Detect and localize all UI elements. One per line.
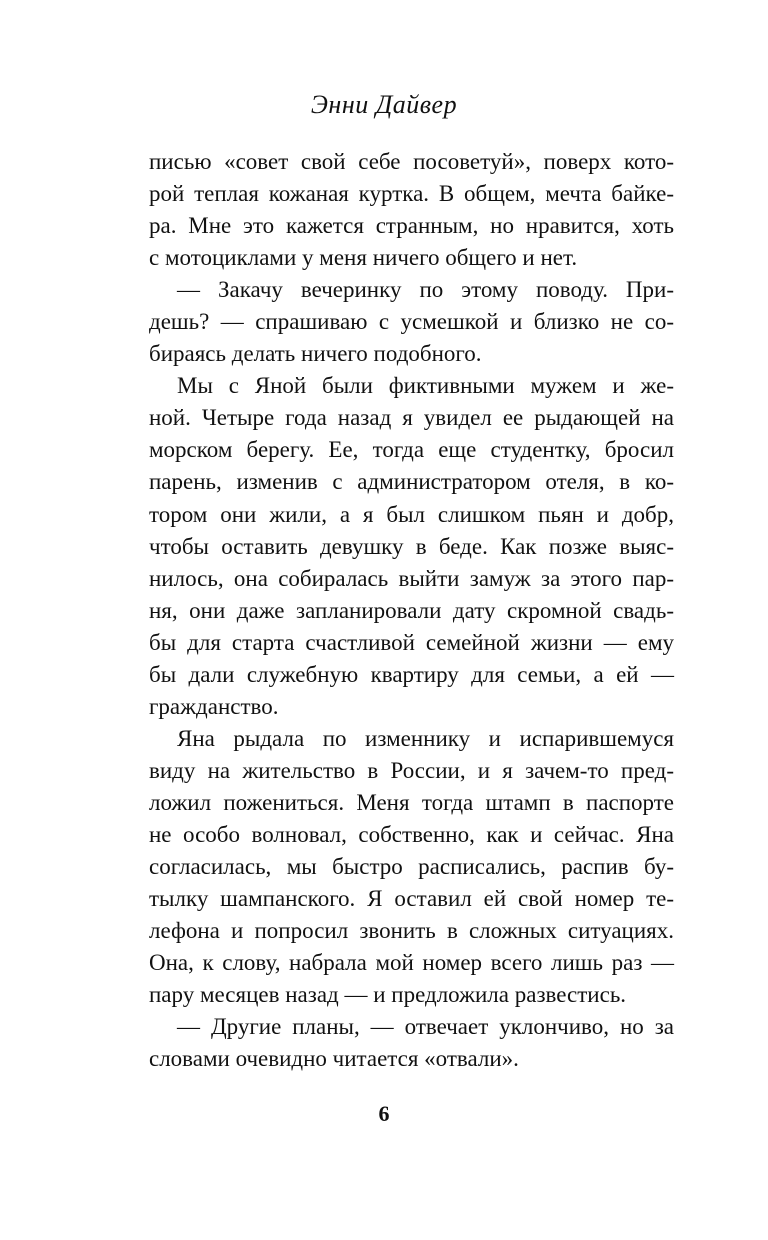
text-line: бираясь делать ничего подобного.	[149, 341, 482, 367]
text-line: с мотоциклами у меня ничего общего и нет.	[149, 245, 578, 271]
paragraph	[149, 723, 674, 1011]
text-line: парень, изменив с администратором отеля, в ко-	[149, 469, 674, 495]
paragraph	[149, 274, 674, 370]
text-line: тором они жили, а я был слишком пьян и добр,	[149, 501, 674, 527]
text-line: бы для старта счастливой семейной жизни — ему	[149, 629, 674, 655]
text-line: нилось, она собиралась выйти замуж за этого пар-	[149, 565, 674, 591]
text-line: не особо волновал, собственно, как и сейчас. Яна	[149, 821, 674, 847]
text-line: Она, к слову, набрала мой номер всего лишь раз —	[149, 950, 674, 976]
text-line: пару месяцев назад — и предложила развестись.	[149, 982, 627, 1008]
text-line: тылку шампанского. Я оставил ей свой номер те-	[149, 886, 674, 912]
page-number: 6	[378, 1101, 390, 1126]
text-line: — Другие планы, — отвечает уклончиво, но за	[177, 1014, 674, 1040]
paragraph	[149, 370, 674, 723]
text-line: рой теплая кожаная куртка. В общем, мечта байке-	[149, 181, 674, 207]
text-line: писью «совет свой себе посоветуй», поверх кото-	[149, 149, 674, 174]
text-line: Яна рыдала по изменнику и испарившемуся	[177, 725, 674, 751]
text-line: дешь? — спрашиваю с усмешкой и близко не со-	[149, 309, 674, 335]
text-line: согласилась, мы быстро расписались, распив бу-	[149, 854, 674, 880]
text-line: словами очевидно читается «отвали».	[149, 1046, 519, 1072]
text-line: ня, они даже запланировали дату скромной свадь-	[149, 597, 674, 623]
text-line: ра. Мне это кажется странным, но нравится, хоть	[149, 213, 674, 239]
running-header-author: Энни Дайвер	[310, 90, 458, 119]
paragraph	[149, 146, 674, 274]
text-line: виду на жительство в России, и я зачем-то пред-	[149, 757, 674, 783]
text-line: Мы с Яной были фиктивными мужем и же-	[177, 373, 674, 399]
text-line: ложил пожениться. Меня тогда штамп в паспорте	[149, 789, 674, 815]
text-line: чтобы оставить девушку в беде. Как позже выяс-	[149, 533, 674, 559]
text-line: морском берегу. Ее, тогда еще студентку, бросил	[149, 437, 674, 463]
paragraph	[149, 1011, 674, 1075]
page-body-text	[149, 146, 674, 1075]
text-line: — Закачу вечеринку по этому поводу. При-	[177, 277, 674, 303]
text-line: бы дали служебную квартиру для семьи, а ей —	[149, 661, 674, 687]
text-line: гражданство.	[149, 693, 279, 719]
text-line: лефона и попросил звонить в сложных ситуациях.	[149, 918, 674, 944]
text-line: ной. Четыре года назад я увидел ее рыдающей на	[149, 405, 674, 431]
